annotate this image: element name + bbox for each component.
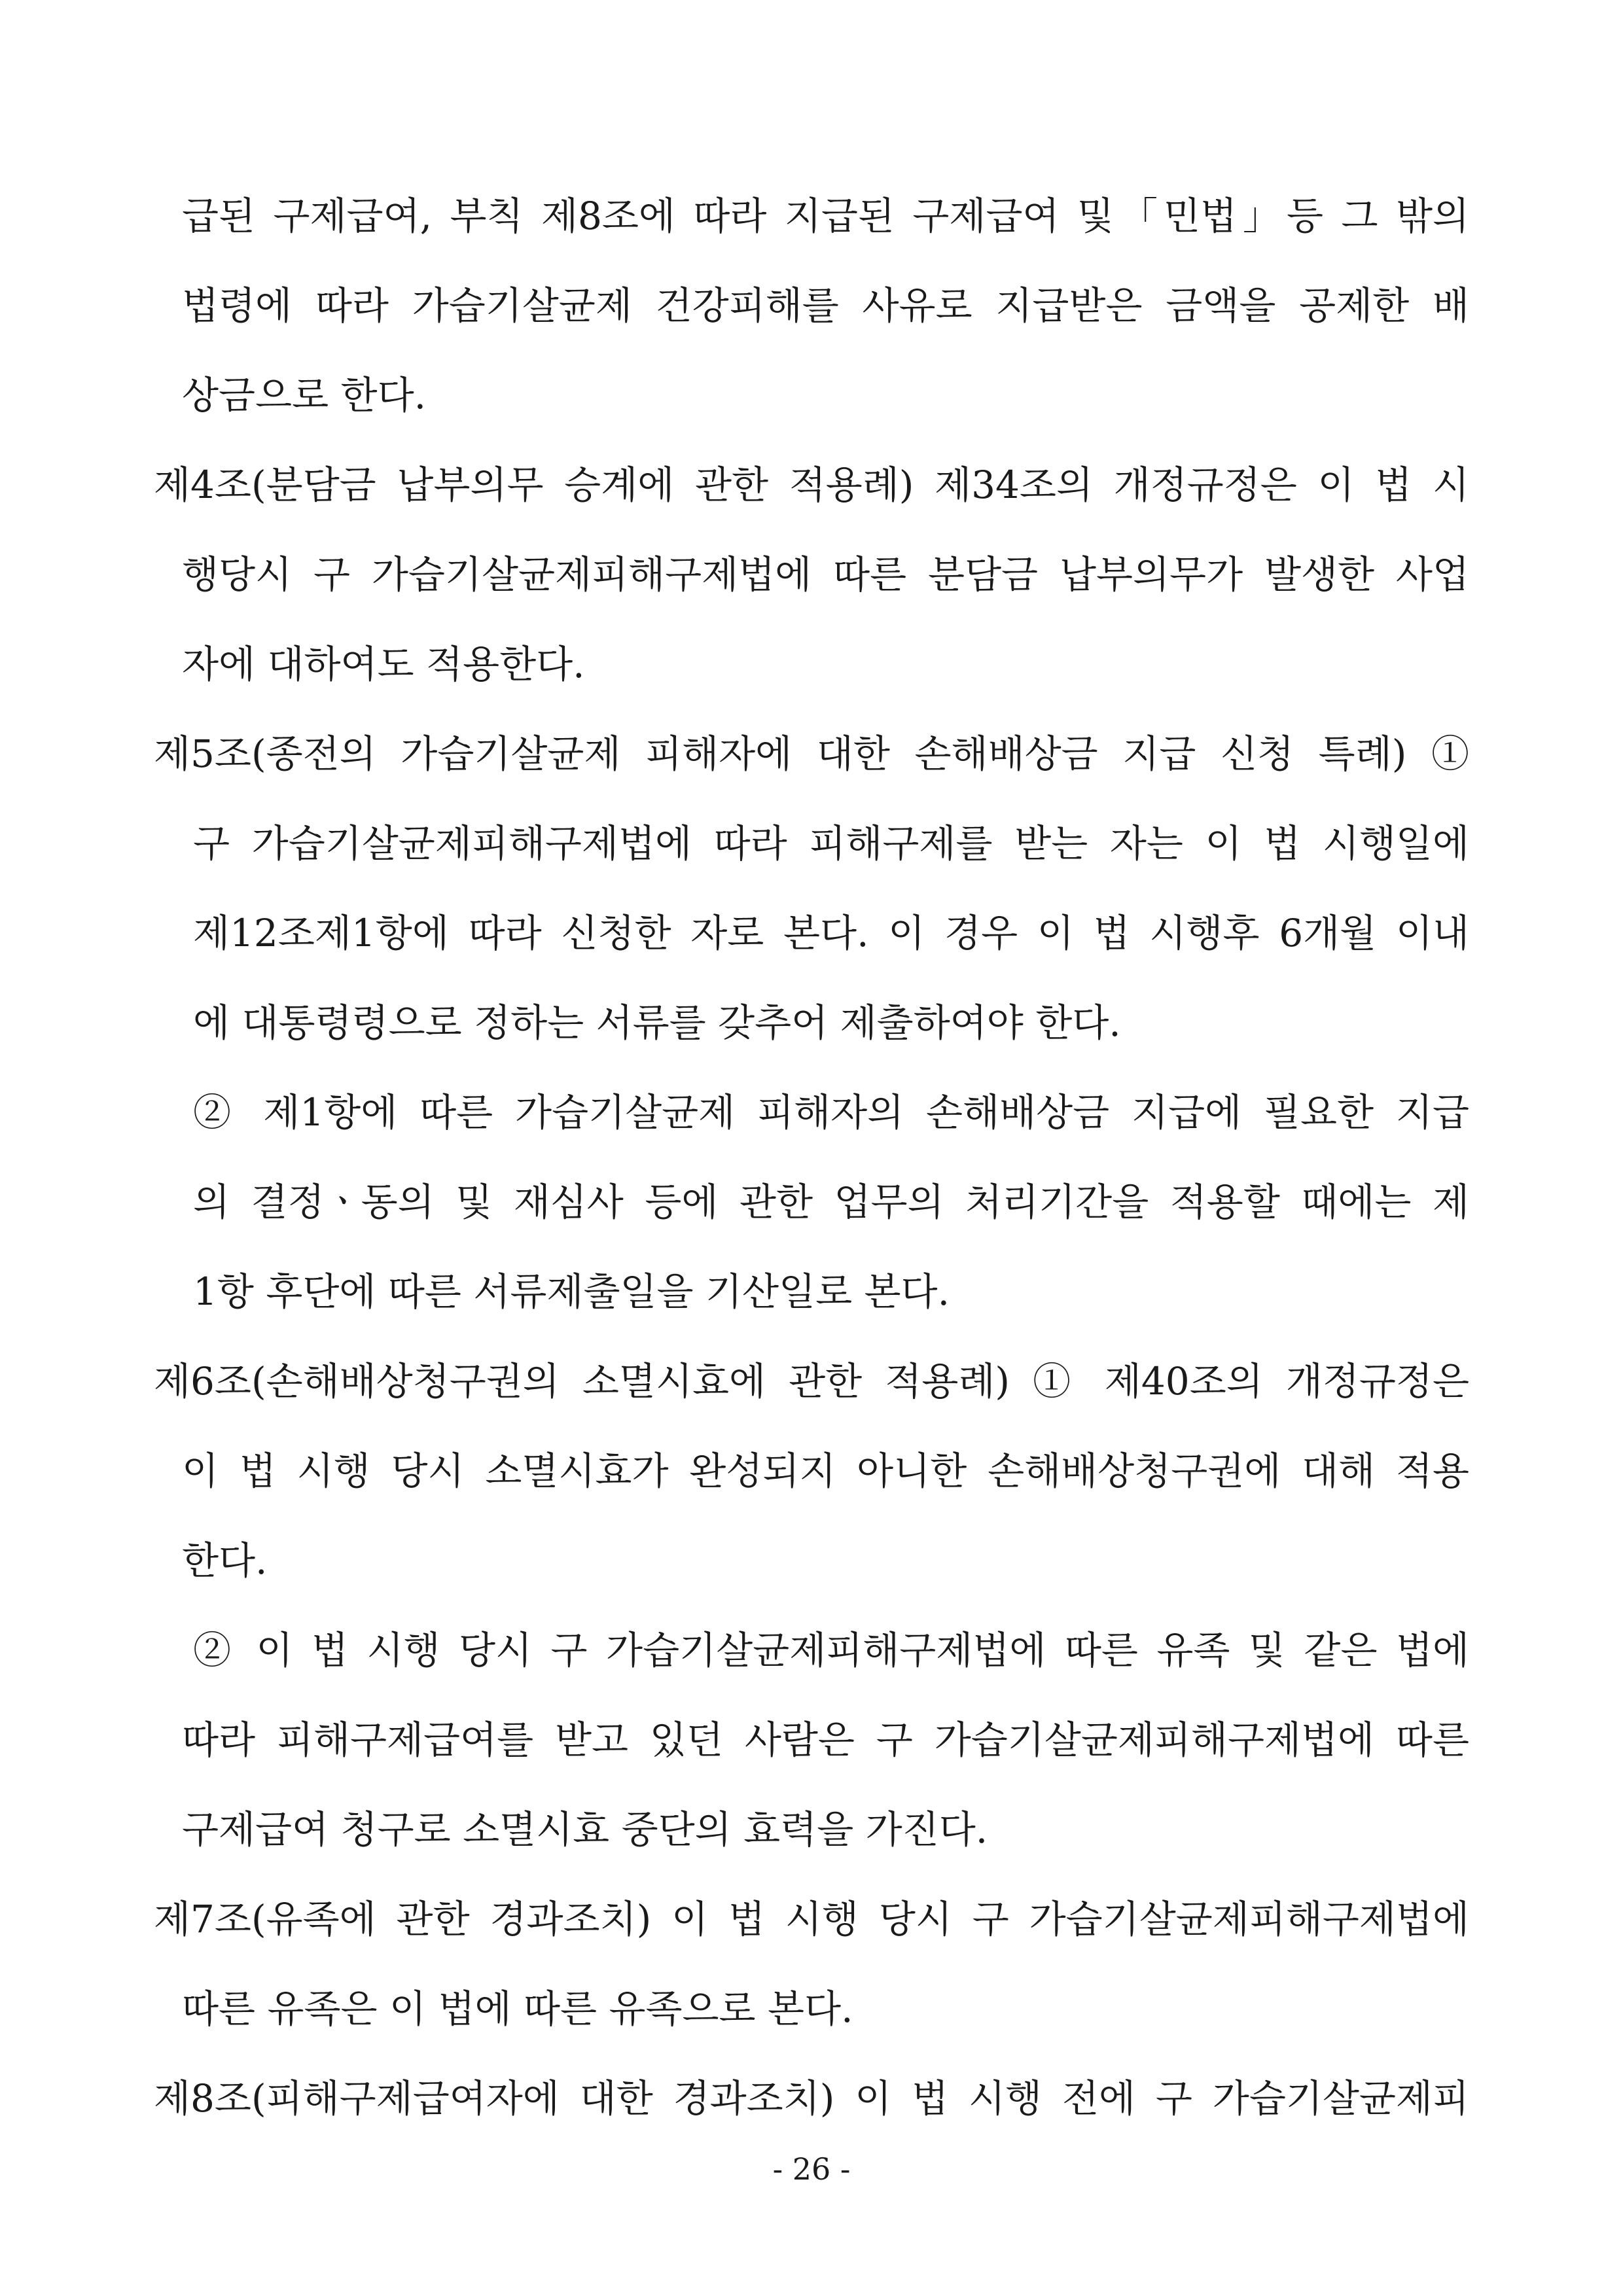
text-line: 이 법 시행 당시 소멸시효가 완성되지 아니한 손해배상청구권에 대해 적용	[182, 1449, 1469, 1493]
text-line: 행당시 구 가습기살균제피해구제법에 따른 분담금 납부의무가 발생한 사업	[182, 552, 1469, 597]
text-line: 따른 유족은 이 법에 따른 유족으로 본다.	[182, 1987, 853, 2031]
article-heading-line: 제5조(종전의 가습기살균제 피해자에 대한 손해배상금 지급 신청 특례) ①	[154, 732, 1469, 776]
text-line: 한다.	[182, 1538, 268, 1583]
paragraph-line: ② 제1항에 따른 가습기살균제 피해자의 손해배상금 지급에 필요한 지급	[193, 1090, 1469, 1135]
article-heading-line: 제8조(피해구제급여자에 대한 경과조치) 이 법 시행 전에 구 가습기살균제피	[154, 2076, 1469, 2121]
article-heading-line: 제4조(분담금 납부의무 승계에 관한 적용례) 제34조의 개정규정은 이 법 시	[154, 463, 1469, 507]
page-number: - 26 -	[772, 2151, 851, 2187]
paragraph-line: ② 이 법 시행 당시 구 가습기살균제피해구제법에 따른 유족 및 같은 법에	[193, 1628, 1469, 1672]
text-line: 구제급여 청구로 소멸시효 중단의 효력을 가진다.	[182, 1807, 988, 1852]
text-line: 따라 피해구제급여를 받고 있던 사람은 구 가습기살균제피해구제법에 따른	[182, 1718, 1469, 1762]
text-line: 구 가습기살균제피해구제법에 따라 피해구제를 받는 자는 이 법 시행일에	[193, 821, 1469, 866]
text-line: 제12조제1항에 따라 신청한 자로 본다. 이 경우 이 법 시행후 6개월 이내	[193, 911, 1469, 955]
text-line: 의 결정ㆍ동의 및 재심사 등에 관한 업무의 처리기간을 적용할 때에는 제	[193, 1180, 1469, 1224]
text-line: 법령에 따라 가습기살균제 건강피해를 사유로 지급받은 금액을 공제한 배	[182, 283, 1469, 328]
text-line: 상금으로 한다.	[182, 373, 427, 417]
text-line: 1항 후단에 따른 서류제출일을 기산일로 본다.	[193, 1269, 950, 1314]
text-line: 급된 구제급여, 부칙 제8조에 따라 지급된 구제급여 및「민법」등 그 밖의	[182, 194, 1469, 238]
text-line: 에 대통령령으로 정하는 서류를 갖추어 제출하여야 한다.	[193, 1000, 1121, 1045]
article-heading-line: 제6조(손해배상청구권의 소멸시효에 관한 적용례) ① 제40조의 개정규정은	[154, 1359, 1469, 1404]
text-line: 자에 대하여도 적용한다.	[182, 642, 585, 686]
article-heading-line: 제7조(유족에 관한 경과조치) 이 법 시행 당시 구 가습기살균제피해구제법에	[154, 1897, 1469, 1941]
